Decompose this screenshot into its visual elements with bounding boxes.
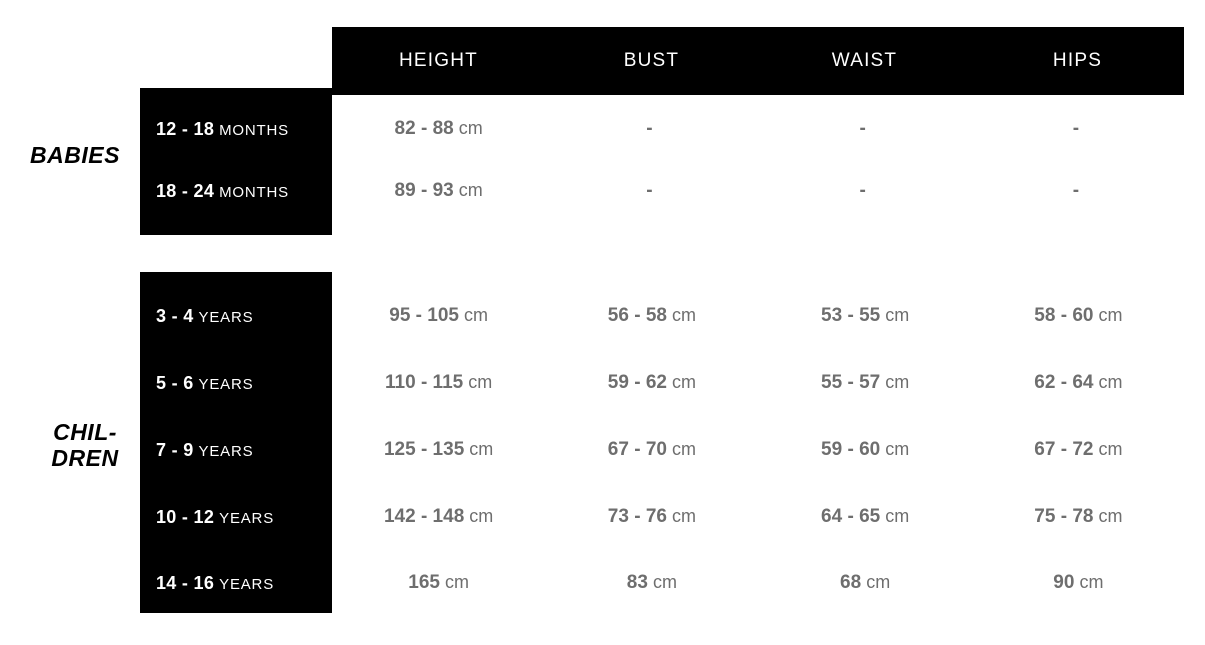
- cell-unit: cm: [671, 439, 696, 459]
- cell-hips: [972, 305, 1185, 327]
- group-label-children-line1: CHIL-: [53, 419, 117, 445]
- size-unit: MONTHS: [219, 183, 289, 201]
- cell-waist: [759, 506, 972, 528]
- cell-unit: cm: [468, 372, 493, 392]
- table-row: [140, 294, 1185, 338]
- size-label: [140, 440, 332, 461]
- cell-unit: cm: [885, 439, 910, 459]
- size-label: [140, 507, 332, 528]
- cell-value: 59 - 62: [607, 372, 667, 393]
- cell-height: [332, 118, 545, 140]
- cell-value: -: [859, 118, 866, 139]
- column-header-bust: BUST: [623, 50, 680, 71]
- cell-unit: cm: [866, 572, 891, 592]
- cell-unit: cm: [885, 305, 910, 325]
- cell-waist: [759, 180, 972, 202]
- cell-value: 59 - 60: [821, 439, 881, 460]
- size-unit: YEARS: [198, 442, 254, 460]
- cell-bust: [545, 572, 758, 594]
- cell-hips: [972, 372, 1185, 394]
- cell-unit: cm: [1079, 572, 1104, 592]
- cell-unit: cm: [458, 180, 483, 200]
- cell-unit: cm: [652, 572, 677, 592]
- cell-value: 75 - 78: [1034, 506, 1094, 527]
- group-label-babies: BABIES: [30, 142, 120, 168]
- table-row: [140, 495, 1185, 539]
- cell-hips: [972, 180, 1185, 202]
- size-range: 3 - 4: [156, 305, 194, 326]
- cell-value: -: [859, 180, 866, 201]
- cell-height: [332, 572, 545, 594]
- cell-height: [332, 506, 545, 528]
- size-unit: MONTHS: [219, 121, 289, 139]
- size-range: 5 - 6: [156, 372, 194, 393]
- cell-waist: [759, 372, 972, 394]
- size-label: [140, 306, 332, 327]
- cell-waist: [759, 305, 972, 327]
- column-header-height: HEIGHT: [399, 50, 478, 71]
- table-row: [140, 428, 1185, 472]
- cell-value: 142 - 148: [383, 506, 465, 527]
- cell-unit: cm: [885, 372, 910, 392]
- cell-bust: [545, 506, 758, 528]
- group-label-children-line2: DREN: [51, 445, 119, 472]
- cell-value: 62 - 64: [1034, 372, 1094, 393]
- size-unit: YEARS: [219, 509, 274, 527]
- size-label: [140, 119, 332, 140]
- cell-unit: cm: [671, 506, 696, 526]
- cell-value: 64 - 65: [821, 506, 881, 527]
- cell-waist: [759, 572, 972, 594]
- cell-value: -: [646, 118, 653, 139]
- cell-value: 56 - 58: [607, 305, 667, 326]
- cell-bust: [545, 118, 758, 140]
- cell-value: 95 - 105: [389, 305, 459, 326]
- size-unit: YEARS: [198, 308, 254, 326]
- cell-height: [332, 180, 545, 202]
- cell-height: [332, 372, 545, 394]
- cell-height: [332, 439, 545, 461]
- cell-value: 110 - 115: [385, 372, 464, 393]
- table-row: [140, 107, 1185, 151]
- cell-value: 73 - 76: [607, 506, 667, 527]
- cell-value: 125 - 135: [383, 439, 465, 460]
- table-row: [140, 169, 1185, 213]
- cell-value: -: [1072, 118, 1080, 139]
- cell-value: 55 - 57: [821, 372, 881, 393]
- cell-unit: cm: [469, 439, 494, 459]
- cell-bust: [545, 372, 758, 394]
- cell-bust: [545, 439, 758, 461]
- cell-unit: cm: [458, 118, 483, 138]
- cell-unit: cm: [463, 305, 488, 325]
- size-range: 10 - 12: [156, 506, 215, 527]
- cell-unit: cm: [444, 572, 469, 592]
- cell-value: 82 - 88: [394, 118, 454, 139]
- size-range: 7 - 9: [156, 439, 194, 460]
- cell-hips: [972, 506, 1185, 528]
- cell-value: 53 - 55: [821, 305, 881, 326]
- table-row: [140, 561, 1185, 605]
- cell-unit: cm: [1098, 305, 1123, 325]
- table-header-row: [332, 27, 1184, 95]
- cell-value: -: [1072, 180, 1080, 201]
- cell-value: 165: [408, 572, 440, 593]
- cell-unit: cm: [469, 506, 494, 526]
- cell-height: [332, 305, 545, 327]
- cell-hips: [972, 118, 1185, 140]
- cell-bust: [545, 305, 758, 327]
- cell-unit: cm: [885, 506, 910, 526]
- cell-unit: cm: [1098, 506, 1123, 526]
- size-range: 12 - 18: [156, 118, 215, 139]
- size-unit: YEARS: [219, 575, 274, 593]
- size-range: 14 - 16: [156, 572, 215, 593]
- cell-value: 67 - 72: [1034, 439, 1094, 460]
- group-label-children: [30, 419, 140, 472]
- cell-hips: [972, 439, 1185, 461]
- size-label: [140, 181, 332, 202]
- cell-waist: [759, 439, 972, 461]
- cell-value: 83: [626, 572, 648, 593]
- cell-unit: cm: [671, 372, 696, 392]
- size-unit: YEARS: [198, 375, 254, 393]
- cell-unit: cm: [671, 305, 696, 325]
- size-label: [140, 373, 332, 394]
- cell-value: 68: [840, 572, 862, 593]
- table-row: [140, 361, 1185, 405]
- cell-unit: cm: [1098, 372, 1123, 392]
- cell-value: 90: [1053, 572, 1075, 593]
- column-header-waist: WAIST: [831, 50, 898, 71]
- cell-waist: [759, 118, 972, 140]
- cell-unit: cm: [1098, 439, 1123, 459]
- size-range: 18 - 24: [156, 180, 215, 201]
- cell-value: -: [646, 180, 653, 201]
- size-label: [140, 573, 332, 594]
- cell-bust: [545, 180, 758, 202]
- cell-hips: [972, 572, 1185, 594]
- cell-value: 89 - 93: [394, 180, 454, 201]
- cell-value: 58 - 60: [1034, 305, 1094, 326]
- cell-value: 67 - 70: [607, 439, 667, 460]
- column-header-hips: HIPS: [1052, 50, 1103, 71]
